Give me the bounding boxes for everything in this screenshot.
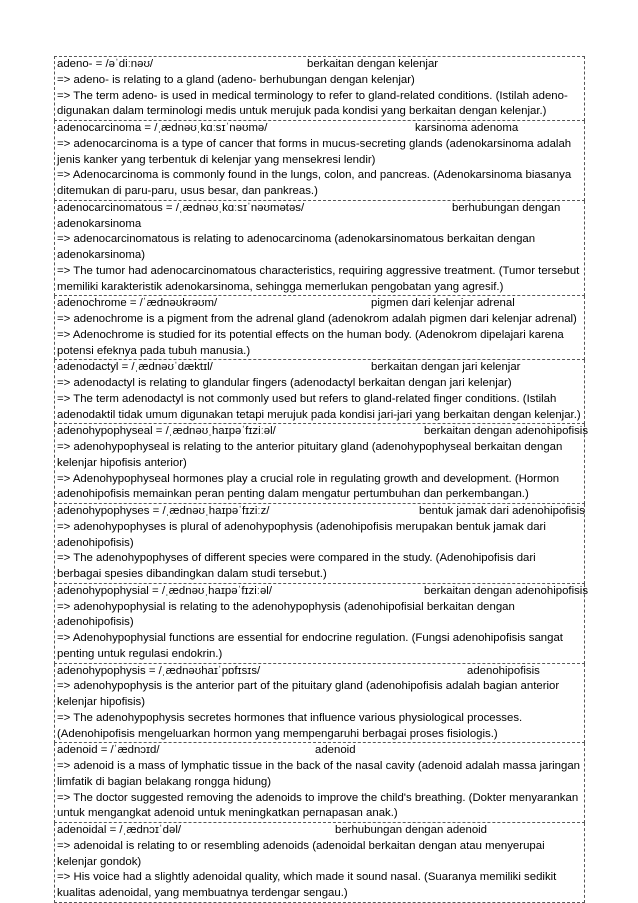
entry-adenocarcinomatous — [54, 201, 585, 297]
dictionary-page — [54, 56, 589, 903]
entry-example: => The adenohypophysis secretes hormones that influence various physiological processes. (Adenohipofisis mengeluarkan hormon yang mempengaruhi berbagai proses fisiologis.) — [57, 711, 523, 740]
entry-definition: => adenoidal is relating to or resembling adenoids (adenoidal berkaitan dengan atau menyerupai kelenjar gondok) — [57, 839, 545, 868]
entry-translation: berkaitan dengan adenohipofisis — [424, 584, 589, 597]
entry-definition: => adenocarcinomatous is relating to adenocarcinoma (adenokarsinomatous berkaitan dengan adenokarsinoma) — [57, 233, 536, 261]
entry-term: adenoidal = /ˌædnɔɪˈdəl/ — [57, 824, 182, 836]
entry-head — [57, 743, 582, 759]
entry-definition: => adenocarcinoma is a type of cancer that forms in mucus-secreting glands (adenokarsinoma adalah jenis kanker yang terbentuk di kelenjar yang mensekresi lendir) — [57, 137, 572, 166]
entry-term: adenoid = /ˈædnɔɪd/ — [57, 744, 160, 757]
entry-definition: => adenohypophyses is plural of adenohypophysis (adenohipofisis merupakan bentuk jamak dari adenohipofisis) — [57, 520, 546, 549]
entry-term: adenohypophyseal = /ˌædnəʊˌhaɪpəˈfɪziːəl/ — [57, 425, 276, 438]
entry-translation: berhubungan dengan adenoid — [335, 824, 488, 836]
entry-example: => Adenochrome is studied for its potential effects on the human body. (Adenokrom dipelajari karena potensi efeknya pada tubuh manusia.) — [57, 328, 564, 357]
entry-translation: berkaitan dengan adenohipofisis — [424, 425, 589, 438]
entry-adenodactyl — [54, 360, 585, 424]
entry-head — [57, 360, 582, 376]
entry-definition: => adenohypophysis is the anterior part of the pituitary gland (adenohipofisis adalah bagian anterior kelenjar hipofisis) — [57, 680, 560, 708]
entry-definition: => adenohypophysial is relating to the adenohypophysis (adenohipofisial berkaitan dengan adenohipofisis) — [57, 600, 515, 629]
entry-definition: => adenochrome is a pigment from the adrenal gland (adenokrom adalah pigmen dari kelenjar adrenal) — [57, 313, 577, 325]
entry-definition: => adeno- is relating to a gland (adeno- berhubungan dengan kelenjar) — [57, 73, 415, 86]
entry-term: adenohypophysis = /ˌædnəʊhaɪˈpɒfɪsɪs/ — [57, 664, 261, 677]
entry-example: => The term adenodactyl is not commonly used but refers to gland-related finger conditions. (Istilah adenodaktil tidak umum digunakan tetapi merujuk pada kondisi jari-jari yang berkaitan dengan kelenjar.) — [57, 392, 581, 421]
entry-example: => His voice had a slightly adenoidal quality, which made it sound nasal. (Suaranya memiliki sedikit kualitas adenoidal, yang membuatnya terdengar sengau.) — [57, 871, 557, 899]
entry-head — [57, 584, 589, 600]
entry-head — [57, 504, 585, 520]
entry-example: => Adenohypophysial functions are essential for endocrine regulation. (Fungsi adenohipofisis sangat penting untuk regulasi endokrin.) — [57, 632, 563, 660]
entry-adenochrome — [54, 296, 585, 360]
entry-translation: adenohipofisis — [467, 664, 540, 677]
entry-term: adeno- = /əˈdiːnəʊ/ — [57, 58, 154, 70]
entry-translation: berkaitan dengan jari kelenjar — [371, 361, 521, 374]
entry-adeno — [54, 56, 585, 121]
entry-translation-wrap: adenokarsinoma — [57, 217, 142, 230]
entry-adenohypophysis — [54, 664, 585, 744]
entry-translation: karsinoma adenoma — [415, 122, 519, 134]
entry-term: adenohypophysial = /ˌædnəʊˌhaɪpəˈfɪziːəl/ — [57, 584, 272, 597]
entry-adenocarcinoma — [54, 121, 585, 201]
entry-head — [57, 823, 582, 839]
entry-term: adenodactyl = /ˌædnəʊˈdæktɪl/ — [57, 361, 213, 374]
entry-translation: pigmen dari kelenjar adrenal — [371, 297, 515, 310]
entry-adenohypophysial — [54, 584, 589, 664]
entry-definition: => adenoid is a mass of lymphatic tissue in the back of the nasal cavity (adenoid adalah massa jaringan limfatik di bagian belakang rongga hidung) — [57, 760, 581, 788]
entry-term: adenocarcinoma = /ˌædnəʊˌkɑːsɪˈnəʊmə/ — [57, 122, 268, 134]
entry-head — [57, 424, 589, 440]
entry-definition: => adenodactyl is relating to glandular fingers (adenodactyl berkaitan dengan jari kelenjar) — [57, 377, 512, 389]
entry-example: => The doctor suggested removing the adenoids to improve the child's breathing. (Dokter menyarankan untuk mengangkat adenoid untuk meningkatkan pernapasan anak.) — [57, 791, 579, 820]
entry-translation: bentuk jamak dari adenohipofisis — [419, 505, 585, 517]
entry-head — [57, 664, 582, 680]
entry-head — [57, 296, 582, 312]
entry-term: adenochrome = /ˈædnəʊkrəʊm/ — [57, 297, 218, 310]
entry-example: => The term adeno- is used in medical terminology to refer to gland-related conditions. (Istilah adeno- digunakan dalam terminologi medis untuk merujuk pada kondisi yang berkaitan dengan kelenjar.) — [57, 89, 568, 118]
entry-example: => The tumor had adenocarcinomatous characteristics, requiring aggressive treatment. (Tumor tersebut memiliki karakteristik adenokarsinoma, sehingga memerlukan pengobatan yang agresif.) — [57, 264, 580, 293]
entry-example: => The adenohypophyses of different species were compared in the study. (Adenohipofisis dari berbagai spesies dibandingkan dalam studi tersebut.) — [57, 552, 536, 580]
entry-translation: berhubungan dengan — [452, 201, 561, 214]
entry-adenoidal — [54, 823, 585, 903]
entry-term: adenohypophyses = /ˌædnəʊˌhaɪpəˈfɪziːz/ — [57, 505, 270, 517]
entry-translation: berkaitan dengan kelenjar — [307, 58, 439, 70]
entry-head — [57, 121, 582, 137]
entry-head — [57, 201, 582, 217]
entry-definition: => adenohypophyseal is relating to the anterior pituitary gland (adenohypophyseal berkaitan dengan kelenjar hipofisis anterior) — [57, 441, 563, 469]
entry-adenoid — [54, 743, 585, 823]
entry-head — [57, 57, 582, 73]
entry-adenohypophyseal — [54, 424, 589, 504]
entry-adenohypophyses — [54, 504, 585, 584]
entry-translation: adenoid — [315, 744, 356, 757]
entry-example: => Adenocarcinoma is commonly found in the lungs, colon, and pancreas. (Adenokarsinoma biasanya ditemukan di paru-paru, usus besar, dan pankreas.) — [57, 169, 572, 197]
entry-term: adenocarcinomatous = /ˌædnəʊˌkɑːsɪˈnəʊmətəs/ — [57, 201, 305, 214]
entry-example: => Adenohypophyseal hormones play a crucial role in regulating growth and development. (Hormon adenohipofisis memainkan peran penting dalam mengatur pertumbuhan dan perkembangan.) — [57, 472, 560, 501]
